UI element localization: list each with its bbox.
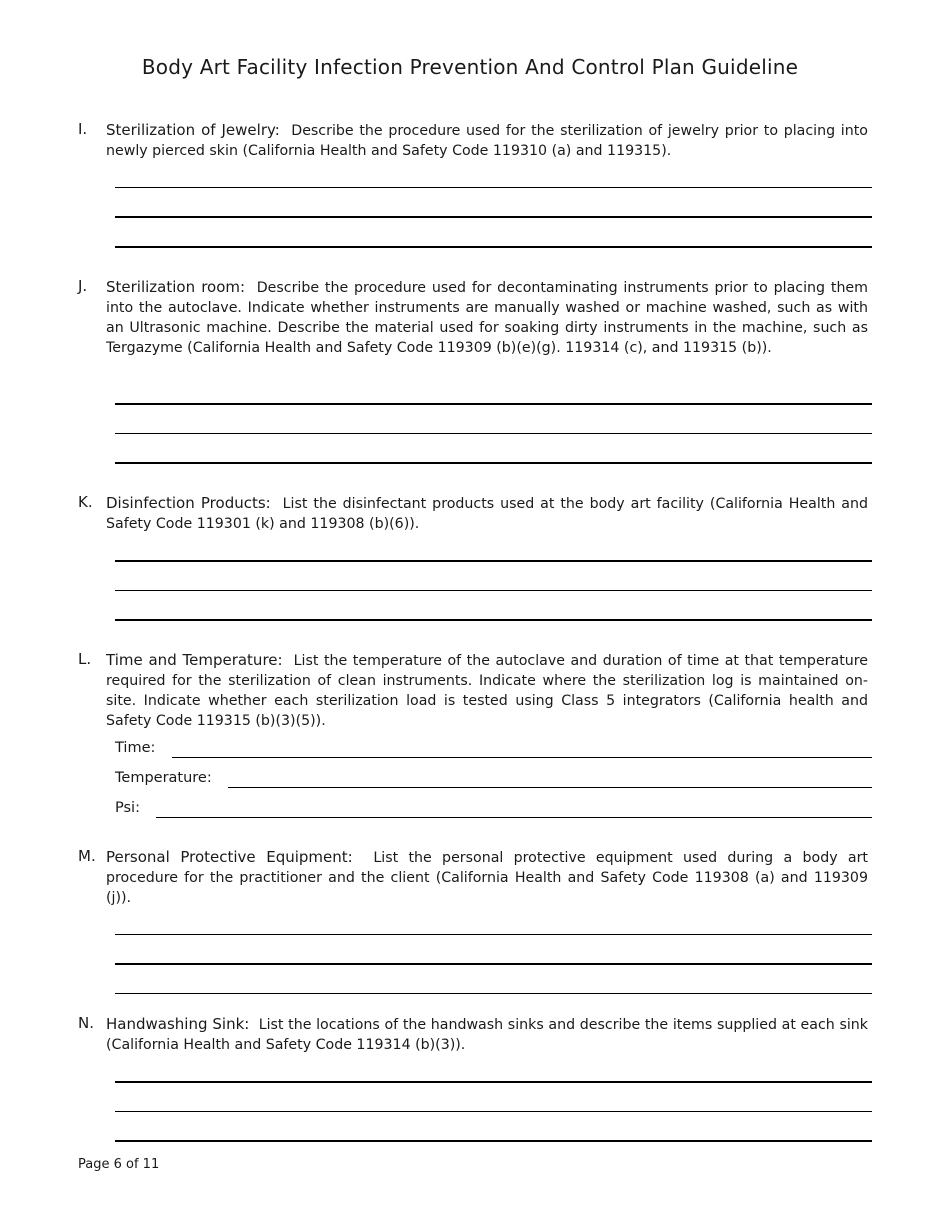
section-j <box>78 277 868 358</box>
answer-line-m-3[interactable] <box>115 993 872 994</box>
document-title: Body Art Facility Infection Prevention And Control Plan Guideline <box>141 55 799 79</box>
answer-line-k-3[interactable] <box>115 619 872 621</box>
section-body <box>106 650 868 731</box>
section-description: List the disinfectant products used at the body art facility (California Health and Safety Code 119301 (k) and 119308 (b)(6)). <box>106 496 868 532</box>
section-body <box>106 1014 868 1055</box>
psi-field[interactable] <box>115 796 872 818</box>
psi-input-line[interactable] <box>156 817 872 818</box>
answer-line-m-2[interactable] <box>115 963 872 965</box>
section-l <box>78 650 868 731</box>
section-k <box>78 493 868 534</box>
answer-line-k-2[interactable] <box>115 590 872 591</box>
section-letter: J. <box>78 277 88 295</box>
temperature-field[interactable] <box>115 766 872 788</box>
time-label: Time: <box>115 740 156 756</box>
answer-line-i-2[interactable] <box>115 216 872 218</box>
answer-line-k-1[interactable] <box>115 560 872 562</box>
section-heading: Disinfection Products: <box>106 494 271 512</box>
answer-line-i-1[interactable] <box>115 187 872 188</box>
section-letter: K. <box>78 493 93 511</box>
section-n <box>78 1014 868 1055</box>
answer-line-n-2[interactable] <box>115 1111 872 1112</box>
answer-line-m-1[interactable] <box>115 934 872 935</box>
section-heading: Handwashing Sink: <box>106 1015 250 1033</box>
section-body <box>106 847 868 908</box>
time-field[interactable] <box>115 736 872 758</box>
answer-line-j-1[interactable] <box>115 403 872 405</box>
psi-label: Psi: <box>115 800 140 816</box>
section-description: List the personal protective equipment used during a body art procedure for the practitioner and the client (California Health and Safety Code 119308 (a) and 119309 (j)). <box>106 850 868 906</box>
section-description: List the locations of the handwash sinks and describe the items supplied at each sink (California Health and Safety Code 119314 (b)(3)). <box>106 1017 868 1053</box>
section-body <box>106 493 868 534</box>
section-m <box>78 847 868 908</box>
answer-line-n-1[interactable] <box>115 1081 872 1083</box>
section-description: Describe the procedure used for the sterilization of jewelry prior to placing into newly pierced skin (California Health and Safety Code 119310 (a) and 119315). <box>106 123 868 159</box>
section-body <box>106 277 868 358</box>
section-description: Describe the procedure used for decontaminating instruments prior to placing them into the autoclave. Indicate whether instruments are manually washed or machine washed, such as with an Ultrasonic machine. Describe the material used for soaking dirty instruments in the machine, such as Tergazyme (California Health and Safety Code 119309 (b)(e)(g). 119314 (c), and 119315 (b)). <box>106 280 868 356</box>
section-heading: Sterilization room: <box>106 278 246 296</box>
time-input-line[interactable] <box>172 757 872 758</box>
answer-line-n-3[interactable] <box>115 1140 872 1142</box>
section-letter: N. <box>78 1014 94 1032</box>
section-heading: Time and Temperature: <box>106 651 283 669</box>
section-heading: Personal Protective Equipment: <box>106 848 353 866</box>
section-heading: Sterilization of Jewelry: <box>106 121 280 139</box>
answer-line-j-3[interactable] <box>115 462 872 464</box>
section-letter: I. <box>78 120 88 138</box>
section-description: List the temperature of the autoclave and duration of time at that temperature required for the sterilization of clean instruments. Indicate where the sterilization log is maintained on-site. Indicate whether each sterilization load is tested using Class 5 integrators (California health and Safety Code 119315 (b)(3)(5)). <box>106 653 868 729</box>
temperature-input-line[interactable] <box>228 787 872 788</box>
section-i <box>78 120 868 161</box>
section-letter: M. <box>78 847 96 865</box>
answer-line-j-2[interactable] <box>115 433 872 434</box>
page-number: Page 6 of 11 <box>78 1157 160 1172</box>
section-body <box>106 120 868 161</box>
section-letter: L. <box>78 650 92 668</box>
answer-line-i-3[interactable] <box>115 246 872 248</box>
temperature-label: Temperature: <box>115 770 212 786</box>
